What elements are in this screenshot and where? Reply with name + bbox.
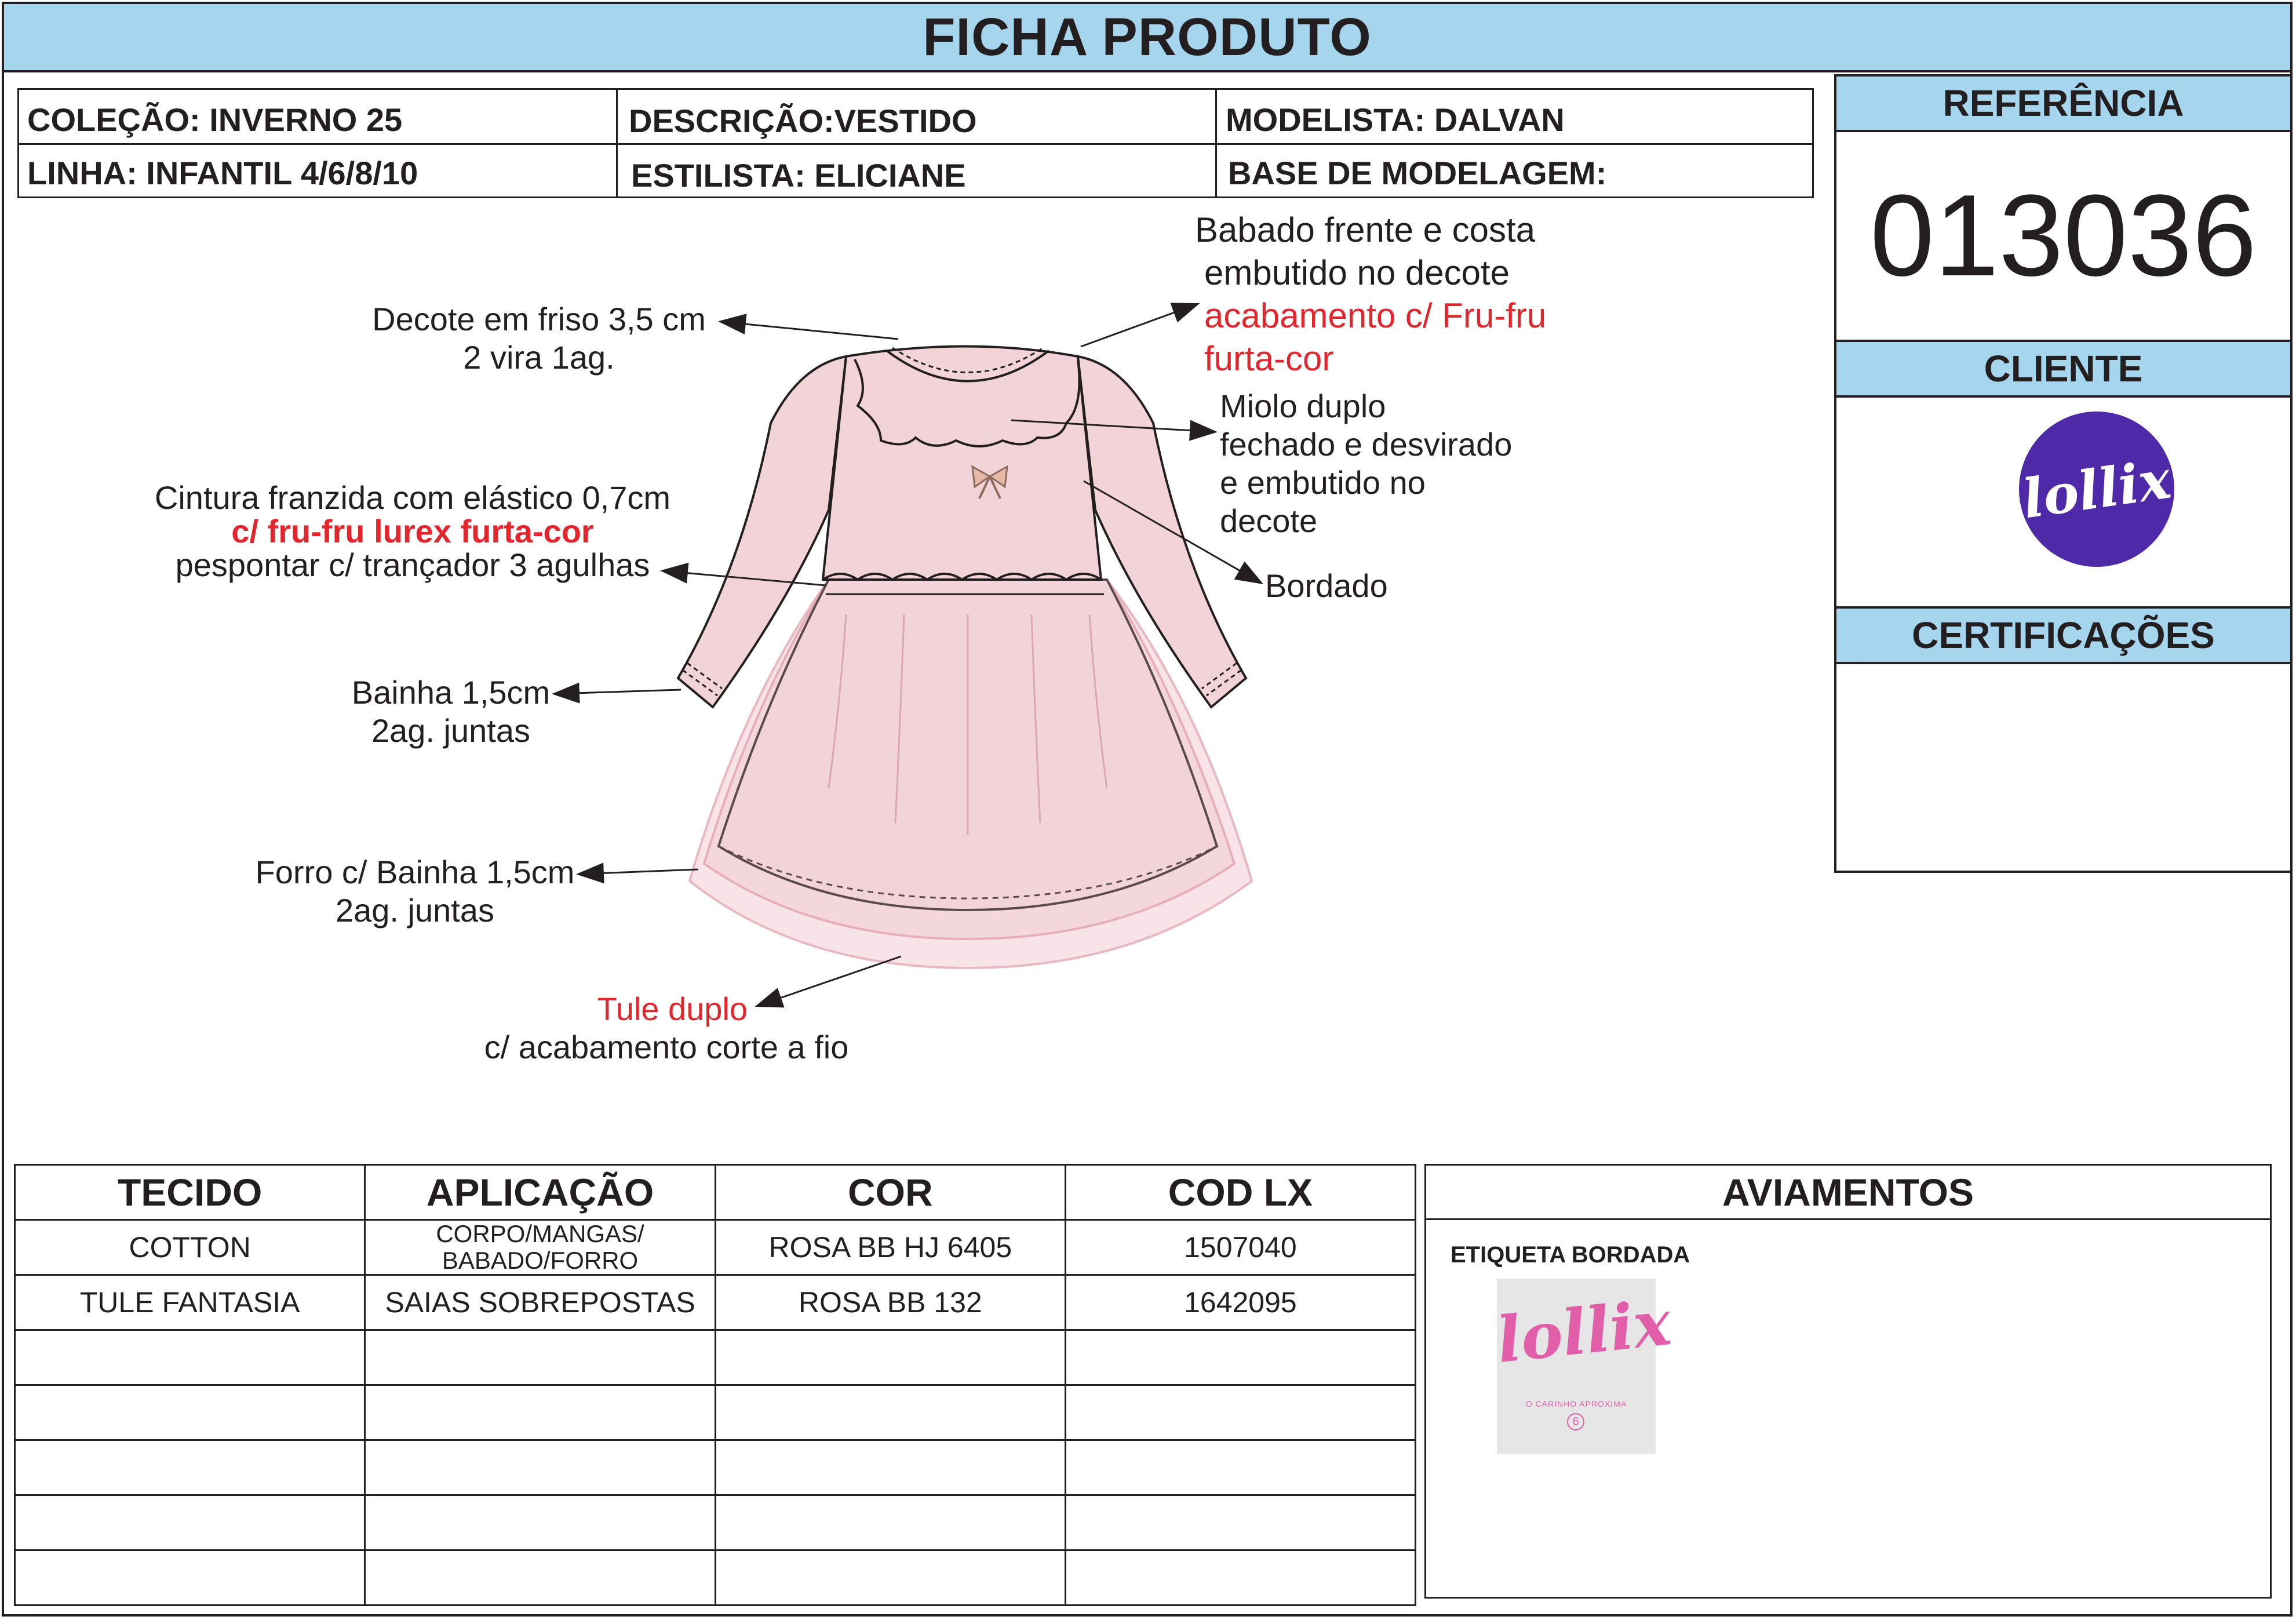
modelista-field: MODELISTA: DALVAN (1226, 101, 1565, 138)
colecao-field: COLEÇÃO: INVERNO 25 (27, 101, 403, 138)
page-title: FICHA PRODUTO (2, 2, 2293, 72)
note-forro-line: 2ag. juntas (336, 892, 494, 929)
cliente-header: CLIENTE (1834, 340, 2293, 398)
note-babado-red-line: furta-cor (1204, 339, 1334, 378)
table-row-empty (15, 1495, 1416, 1550)
note-tule-red-line: Tule duplo (597, 991, 748, 1027)
note-babado (1195, 209, 1546, 380)
fabric-table-header-row (15, 1165, 1416, 1220)
arrow-decote (721, 322, 898, 339)
label-brand-text: lollix (1493, 1286, 1675, 1377)
cell-aplicacao-line: BABADO/FORRO (442, 1247, 639, 1274)
arrow-babado (1081, 304, 1197, 347)
note-tule-line: c/ acabamento corte a fio (484, 1029, 849, 1065)
col-header-tecido: TECIDO (15, 1165, 365, 1220)
cell-cor: ROSA BB 132 (715, 1275, 1065, 1330)
table-row-empty (15, 1440, 1416, 1495)
referencia-value: 013036 (1834, 130, 2293, 342)
note-miolo-line: e embutido no (1220, 464, 1426, 501)
cell-cor: ROSA BB HJ 6405 (715, 1220, 1065, 1275)
note-bainha-line: 2ag. juntas (371, 712, 530, 749)
label-tagline: O CARINHO APROXIMA (1525, 1399, 1627, 1408)
cell-tecido: TULE FANTASIA (15, 1275, 365, 1330)
label-size-badge: 6 (1567, 1413, 1584, 1430)
fabric-table (14, 1164, 1416, 1606)
certificacoes-header: CERTIFICAÇÕES (1834, 606, 2293, 664)
note-cintura-red-line: c/ fru-fru lurex furta-cor (231, 513, 594, 549)
descricao-field: DESCRIÇÃO:VESTIDO (629, 103, 977, 139)
note-decote-line: Decote em friso 3,5 cm (372, 301, 706, 337)
col-header-aplicacao: APLICAÇÃO (365, 1165, 716, 1220)
note-tule (475, 990, 858, 1066)
table-row (15, 1220, 1416, 1275)
note-bordado: Bordado (1265, 567, 1388, 604)
note-cintura-line: Cintura franzida com elástico 0,7cm (154, 479, 671, 516)
note-bainha (347, 674, 555, 750)
table-row-empty (15, 1330, 1416, 1385)
col-header-cor: COR (715, 1165, 1065, 1220)
base-modelagem-field: BASE DE MODELAGEM: (1228, 155, 1607, 191)
aviamentos-box (1424, 1164, 2272, 1599)
note-babado-line: embutido no decote (1204, 253, 1510, 292)
note-miolo-line: fechado e desvirado (1220, 426, 1513, 463)
col-header-cod-lx: COD LX (1065, 1165, 1415, 1220)
note-babado-red-line: acabamento c/ Fru-fru (1204, 296, 1547, 335)
note-babado-line: Babado frente e costa (1195, 210, 1536, 249)
note-miolo-line: decote (1220, 503, 1318, 539)
arrow-forro (580, 869, 698, 874)
note-miolo (1220, 387, 1512, 540)
cell-cod-lx: 1507040 (1065, 1220, 1415, 1275)
linha-field: LINHA: INFANTIL 4/6/8/10 (27, 155, 418, 191)
note-forro (247, 853, 583, 930)
referencia-header: REFERÊNCIA (1834, 74, 2293, 132)
note-bainha-line: Bainha 1,5cm (351, 674, 551, 711)
table-row (15, 1275, 1416, 1330)
table-row-empty (15, 1385, 1416, 1440)
table-row-empty (15, 1550, 1416, 1606)
embroidered-label-image (1493, 1279, 1675, 1454)
estilista-field: ESTILISTA: ELICIANE (631, 157, 966, 194)
note-forro-line: Forro c/ Bainha 1,5cm (255, 854, 575, 890)
note-cintura (140, 481, 685, 582)
aviamento-item-label: ETIQUETA BORDADA (1451, 1242, 1690, 1268)
arrow-bainha (555, 690, 681, 694)
cell-aplicacao-line: CORPO/MANGAS/ (436, 1220, 644, 1247)
client-logo-text: lollix (2018, 447, 2175, 531)
cell-cod-lx: 1642095 (1065, 1275, 1415, 1330)
aviamentos-title: AVIAMENTOS (1426, 1166, 2270, 1220)
cell-tecido: COTTON (15, 1220, 365, 1275)
cell-aplicacao: SAIAS SOBREPOSTAS (365, 1275, 716, 1330)
note-decote (365, 300, 713, 377)
note-miolo-line: Miolo duplo (1220, 388, 1386, 424)
note-cintura-line: pespontar c/ trançador 3 agulhas (175, 547, 650, 583)
arrow-miolo (1011, 420, 1214, 432)
arrow-cintura (664, 571, 826, 585)
note-decote-line: 2 vira 1ag. (463, 339, 615, 376)
cell-aplicacao (365, 1220, 716, 1275)
